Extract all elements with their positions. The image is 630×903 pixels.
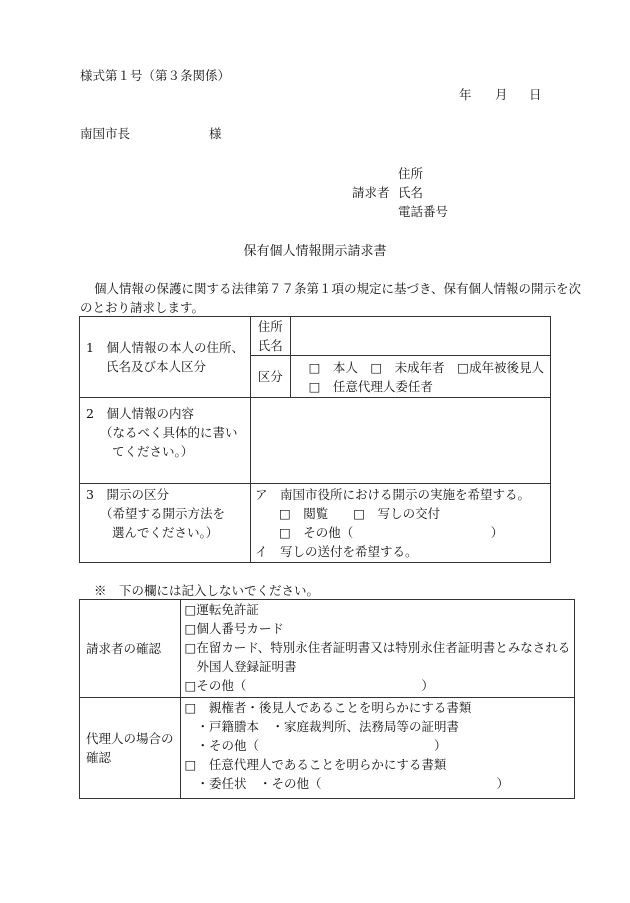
agent-guardian-other: ・その他（ ） bbox=[196, 738, 447, 753]
category-options-line1[interactable]: □ 本人 □ 未成年者 □成年被後見人 bbox=[308, 359, 544, 375]
row3-label-line2: （希望する開示方法を bbox=[100, 506, 226, 521]
document-title: 保有個人情報開示請求書 bbox=[243, 244, 387, 259]
id-other[interactable]: □その他（ ） bbox=[184, 678, 434, 693]
option-a-sub1[interactable]: □ 閲覧 □ 写しの交付 bbox=[278, 506, 441, 521]
form-id: 様式第１号（第３条関係） bbox=[80, 68, 231, 83]
name-label: 氏名 bbox=[257, 338, 283, 353]
requester-address-label: 住所 bbox=[398, 166, 424, 181]
requester-check-label: 請求者の確認 bbox=[86, 641, 162, 656]
agent-voluntary-docs-list: ・委任状 ・その他（ ） bbox=[196, 776, 510, 791]
id-residence-card-cont: 外国人登録証明書 bbox=[196, 659, 297, 674]
row1-label-line2: 氏名及び本人区分 bbox=[106, 359, 207, 374]
requester-check-label-cell bbox=[80, 600, 181, 698]
date-month: 月 bbox=[495, 87, 508, 102]
date-year: 年 bbox=[459, 87, 472, 102]
id-residence-card[interactable]: □在留カード、特別永住者証明書又は特別永住者証明書とみなされる bbox=[184, 640, 571, 655]
disclosure-options-cell[interactable] bbox=[250, 484, 550, 563]
id-my-number-card[interactable]: □個人番号カード bbox=[184, 621, 284, 636]
row1-label-cell bbox=[80, 317, 251, 398]
office-use-note: ※ 下の欄には記入しないでください。 bbox=[94, 583, 320, 598]
id-drivers-license[interactable]: □運転免許証 bbox=[184, 602, 259, 617]
addressee-honorific: 様 bbox=[209, 126, 222, 141]
option-a-sub2[interactable]: □ その他（ ） bbox=[278, 525, 504, 540]
agent-check-options-cell bbox=[180, 698, 575, 799]
agent-voluntary-docs[interactable]: □ 任意代理人であることを明らかにする書類 bbox=[184, 757, 447, 772]
row2-label-line3: てください。） bbox=[112, 444, 194, 459]
option-b[interactable]: イ 写しの送付を希望する。 bbox=[254, 544, 418, 559]
addressee-name: 南国市長 bbox=[80, 126, 131, 141]
requester-label: 請求者 bbox=[352, 185, 390, 200]
date-day: 日 bbox=[529, 87, 542, 102]
address-name-label-cell bbox=[250, 317, 290, 356]
request-table bbox=[79, 316, 551, 563]
row3-label-cell bbox=[80, 484, 251, 563]
personal-info-content-input[interactable] bbox=[250, 398, 550, 484]
requester-check-options-cell bbox=[180, 600, 575, 698]
intro-line-1: 個人情報の保護に関する法律第７７条第１項の規定に基づき、保有個人情報の開示を次 bbox=[94, 281, 582, 296]
option-a[interactable]: ア 南国市役所における開示の実施を希望する。 bbox=[254, 487, 530, 502]
requester-name-label: 氏名 bbox=[398, 185, 424, 200]
category-label: 区分 bbox=[250, 356, 290, 398]
requester-phone-label: 電話番号 bbox=[398, 204, 449, 219]
office-use-table bbox=[79, 599, 575, 799]
address-name-input[interactable] bbox=[290, 317, 550, 356]
row3-label-line3: 選んでください。） bbox=[112, 525, 219, 540]
row2-label-cell bbox=[80, 398, 251, 484]
agent-guardian-docs[interactable]: □ 親権者・後見人であることを明らかにする書類 bbox=[184, 700, 472, 715]
intro-line-2: のとおり請求します。 bbox=[80, 300, 205, 315]
row2-label-line1: 2 個人情報の内容 bbox=[86, 406, 194, 421]
address-label: 住所 bbox=[257, 319, 283, 334]
category-options-cell[interactable] bbox=[290, 356, 550, 398]
agent-check-label-line2: 確認 bbox=[86, 750, 112, 765]
agent-check-label-cell bbox=[80, 698, 181, 799]
agent-check-label-line1: 代理人の場合の bbox=[86, 731, 174, 746]
row2-label-line2: （なるべく具体的に書い bbox=[100, 425, 238, 440]
category-options-line2[interactable]: □ 任意代理人委任者 bbox=[308, 378, 433, 394]
agent-guardian-docs-list: ・戸籍謄本 ・家庭裁判所、法務局等の証明書 bbox=[196, 719, 460, 734]
row3-label-line1: 3 開示の区分 bbox=[86, 487, 169, 502]
row1-label-line1: 1 個人情報の本人の住所、 bbox=[86, 340, 244, 355]
